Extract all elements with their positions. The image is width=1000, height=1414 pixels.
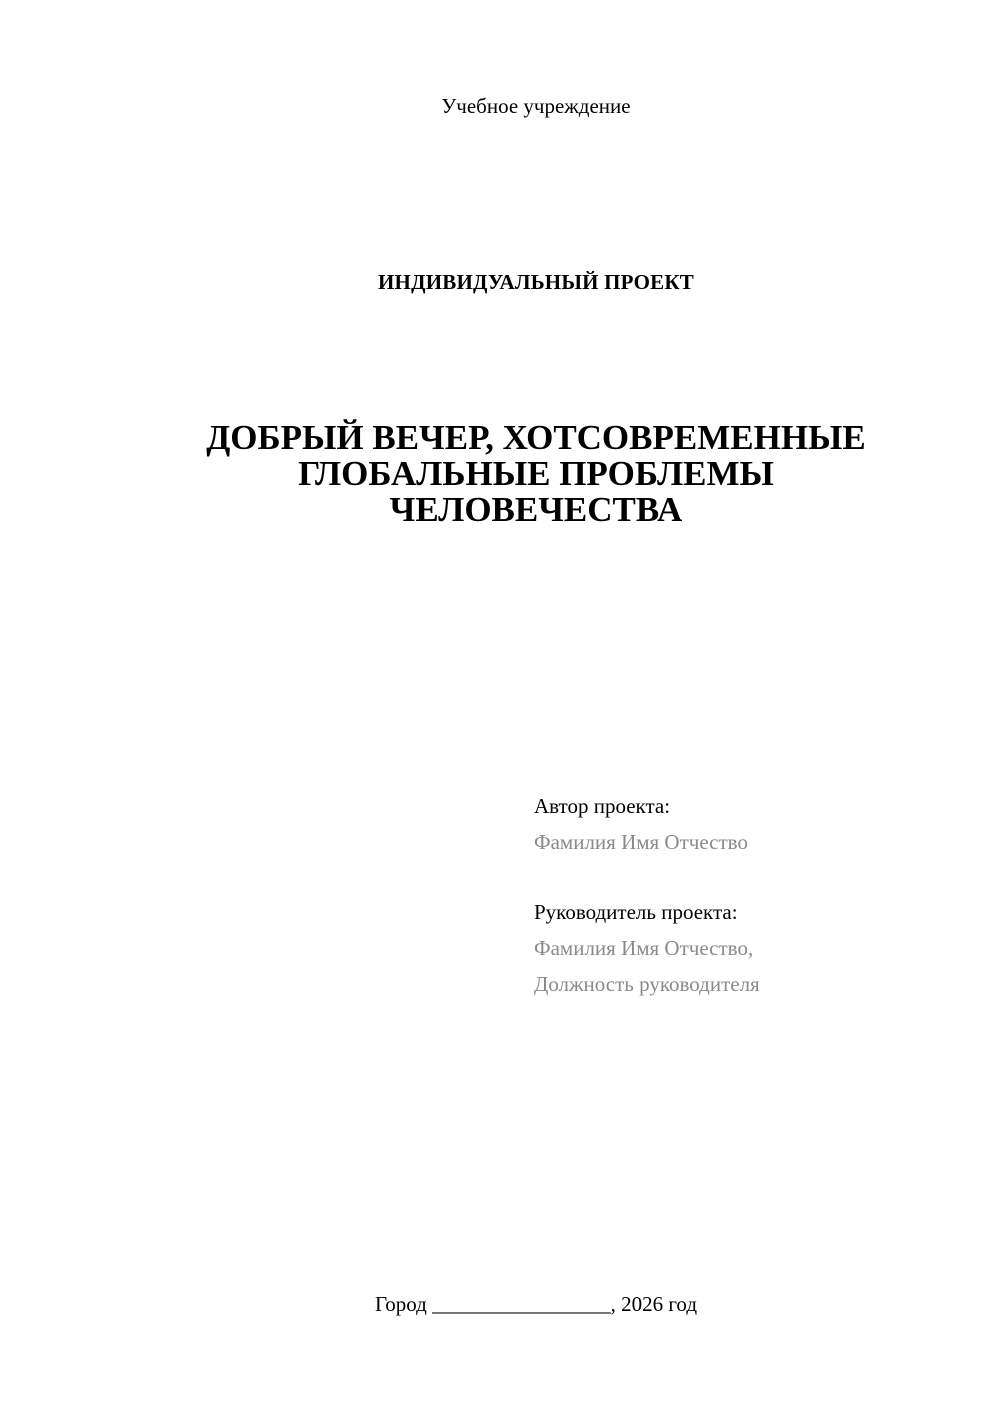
project-title-line-3: ЧЕЛОВЕЧЕСТВА: [389, 490, 683, 529]
supervisor-name: Фамилия Имя Отчество,: [534, 936, 754, 960]
supervisor-position: Должность руководителя: [534, 972, 760, 996]
city-year-footer: Город _________________, 2026 год: [374, 1292, 698, 1316]
project-title-line-1: ДОБРЫЙ ВЕЧЕР, ХОТСОВРЕМЕННЫЕ: [206, 418, 866, 457]
project-title: [150, 420, 922, 528]
document-type-heading: ИНДИВИДУАЛЬНЫЙ ПРОЕКТ: [378, 270, 694, 294]
supervisor-label: Руководитель проекта:: [534, 900, 738, 924]
project-title-line-2: ГЛОБАЛЬНЫЕ ПРОБЛЕМЫ: [298, 454, 774, 493]
institution-name: Учебное учреждение: [441, 94, 631, 118]
author-name: Фамилия Имя Отчество: [534, 830, 748, 854]
author-label: Автор проекта:: [534, 794, 671, 818]
info-spacer: [534, 860, 954, 894]
project-info-block: [534, 788, 954, 1002]
